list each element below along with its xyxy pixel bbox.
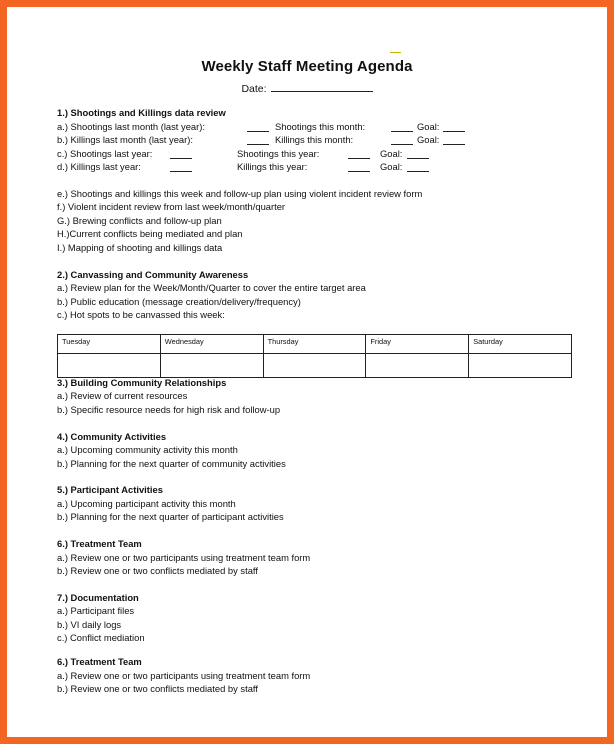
item-1b-goal: Goal: bbox=[417, 134, 440, 145]
day-header: Friday bbox=[366, 335, 469, 354]
day-header: Saturday bbox=[469, 335, 572, 354]
item-7c: c.) Conflict mediation bbox=[57, 632, 145, 643]
section-8-heading: 6.) Treatment Team bbox=[57, 656, 142, 667]
item-1b-mid-blank[interactable] bbox=[391, 144, 413, 145]
section-5-heading: 5.) Participant Activities bbox=[57, 484, 163, 495]
item-1c-goal: Goal: bbox=[380, 148, 403, 159]
item-4a: a.) Upcoming community activity this month bbox=[57, 444, 238, 455]
item-2c: c.) Hot spots to be canvassed this week: bbox=[57, 309, 225, 320]
item-1h: H.)Current conflicts being mediated and plan bbox=[57, 228, 243, 239]
item-4b: b.) Planning for the next quarter of community activities bbox=[57, 458, 286, 469]
item-1d-mid: Killings this year: bbox=[237, 161, 308, 172]
item-1d-mid-blank[interactable] bbox=[348, 171, 370, 172]
section-1-heading: 1.) Shootings and Killings data review bbox=[57, 107, 226, 118]
item-5b: b.) Planning for the next quarter of participant activities bbox=[57, 511, 284, 522]
item-1f: f.) Violent incident review from last week/month/quarter bbox=[57, 201, 286, 212]
day-header: Wednesday bbox=[160, 335, 263, 354]
item-1a-label: a.) Shootings last month (last year): bbox=[57, 121, 205, 132]
item-1b-mid: Killings this month: bbox=[275, 134, 354, 145]
day-header: Tuesday bbox=[58, 335, 161, 354]
item-6b: b.) Review one or two conflicts mediated by staff bbox=[57, 565, 258, 576]
day-entry-cell[interactable] bbox=[58, 354, 161, 378]
item-1c-mid: Shootings this year: bbox=[237, 148, 320, 159]
week-table-header-row bbox=[58, 335, 572, 354]
item-1d-label: d.) Killings last year: bbox=[57, 161, 141, 172]
item-1c-goal-blank[interactable] bbox=[407, 158, 429, 159]
item-1a-blank[interactable] bbox=[247, 131, 269, 132]
item-2a: a.) Review plan for the Week/Month/Quarter to cover the entire target area bbox=[57, 282, 366, 293]
section-3-heading: 3.) Building Community Relationships bbox=[57, 377, 227, 388]
section-2-heading: 2.) Canvassing and Community Awareness bbox=[57, 269, 249, 280]
section-6-heading: 6.) Treatment Team bbox=[57, 538, 142, 549]
day-entry-cell[interactable] bbox=[366, 354, 469, 378]
item-3a: a.) Review of current resources bbox=[57, 390, 188, 401]
item-7b: b.) VI daily logs bbox=[57, 619, 122, 630]
item-1c-blank[interactable] bbox=[170, 158, 192, 159]
section-7-heading: 7.) Documentation bbox=[57, 592, 139, 603]
item-1a-mid: Shootings this month: bbox=[275, 121, 366, 132]
item-5a: a.) Upcoming participant activity this month bbox=[57, 498, 236, 509]
item-1b-blank[interactable] bbox=[247, 144, 269, 145]
item-1b-label: b.) Killings last month (last year): bbox=[57, 134, 193, 145]
item-1a-mid-blank[interactable] bbox=[391, 131, 413, 132]
item-1d-blank[interactable] bbox=[170, 171, 192, 172]
week-table bbox=[57, 334, 572, 378]
title-mark bbox=[390, 52, 401, 53]
day-header: Thursday bbox=[263, 335, 366, 354]
item-1d-goal-blank[interactable] bbox=[407, 171, 429, 172]
item-1b-goal-blank[interactable] bbox=[443, 144, 465, 145]
date-label: Date: bbox=[241, 83, 267, 95]
item-8b: b.) Review one or two conflicts mediated by staff bbox=[57, 683, 258, 694]
day-entry-cell[interactable] bbox=[160, 354, 263, 378]
week-table-entry-row bbox=[58, 354, 572, 378]
item-1a-goal: Goal: bbox=[417, 121, 440, 132]
item-7a: a.) Participant files bbox=[57, 605, 135, 616]
page-title: Weekly Staff Meeting Agenda bbox=[201, 58, 413, 75]
item-3b: b.) Specific resource needs for high risk and follow-up bbox=[57, 404, 281, 415]
item-1e: e.) Shootings and killings this week and follow-up plan using violent incident review form bbox=[57, 188, 423, 199]
item-6a: a.) Review one or two participants using treatment team form bbox=[57, 552, 311, 563]
item-1g: G.) Brewing conflicts and follow-up plan bbox=[57, 215, 222, 226]
item-1c-mid-blank[interactable] bbox=[348, 158, 370, 159]
date-field[interactable] bbox=[271, 81, 373, 92]
section-4-heading: 4.) Community Activities bbox=[57, 431, 167, 442]
item-2b: b.) Public education (message creation/delivery/frequency) bbox=[57, 296, 301, 307]
date-line bbox=[7, 81, 607, 95]
item-8a: a.) Review one or two participants using treatment team form bbox=[57, 670, 311, 681]
item-1i: I.) Mapping of shooting and killings data bbox=[57, 242, 223, 253]
item-1d-goal: Goal: bbox=[380, 161, 403, 172]
day-entry-cell[interactable] bbox=[469, 354, 572, 378]
item-1a-goal-blank[interactable] bbox=[443, 131, 465, 132]
item-1c-label: c.) Shootings last year: bbox=[57, 148, 153, 159]
day-entry-cell[interactable] bbox=[263, 354, 366, 378]
